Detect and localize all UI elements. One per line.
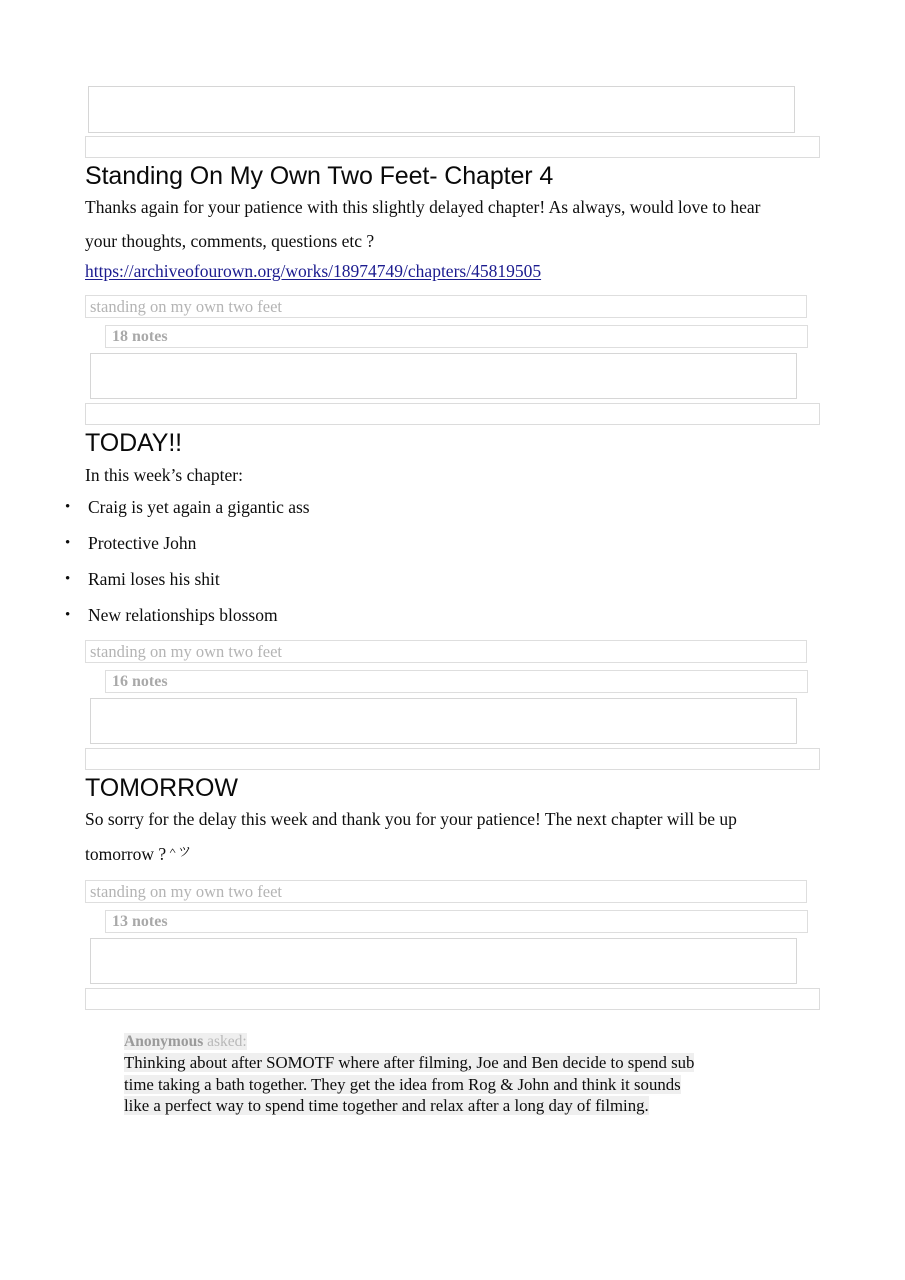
chapter-highlights-list	[53, 489, 793, 633]
post-tag-label: standing on my own two feet	[90, 881, 283, 901]
ask-asker-name[interactable]: Anonymous	[124, 1033, 204, 1050]
list-item	[53, 561, 793, 597]
list-item	[53, 597, 793, 633]
chapter-link[interactable]: https://archiveofourown.org/works/18974749/chapters/45819505	[85, 261, 542, 281]
post-meta-bar	[85, 988, 820, 1010]
post-notes-count: 13 notes	[112, 912, 168, 930]
bullet-icon: •	[65, 571, 71, 587]
post-meta-bar	[85, 136, 820, 158]
post-meta-bar	[85, 403, 820, 425]
post-body-paragraph	[85, 802, 785, 871]
bullet-icon: •	[65, 535, 71, 551]
post-body-paragraph: Thanks again for your patience with this slightly delayed chapter! As always, would love to hear your thoughts, comments, questions etc ?	[85, 197, 761, 251]
bullet-icon: •	[65, 607, 71, 623]
ask-header	[124, 1031, 704, 1052]
post-image-placeholder	[88, 86, 795, 133]
ask-asked-label: asked:	[203, 1033, 247, 1050]
ask-post	[124, 1031, 704, 1117]
post-notes-row[interactable]	[105, 325, 808, 348]
list-item-label: Protective John	[88, 533, 197, 553]
post-body-intro: In this week’s chapter:	[85, 465, 243, 485]
post-tag-label: standing on my own two feet	[90, 641, 283, 661]
post-notes-count: 16 notes	[112, 672, 168, 690]
post-title: TODAY!!	[85, 429, 183, 457]
post-tag-label: standing on my own two feet	[90, 296, 283, 316]
post-notes-count: 18 notes	[112, 327, 168, 345]
post-title: TOMORROW	[85, 774, 238, 802]
list-item	[53, 489, 793, 525]
bullet-icon: •	[65, 499, 71, 515]
post-notes-row[interactable]	[105, 910, 808, 933]
post-title: Standing On My Own Two Feet- Chapter 4	[85, 162, 554, 190]
list-item-label: Rami loses his shit	[88, 569, 220, 589]
list-item-label: New relationships blossom	[88, 605, 278, 625]
post-notes-row[interactable]	[105, 670, 808, 693]
ask-body-text: Thinking about after SOMOTF where after filming, Joe and Ben decide to spend sub time taking a bath together. They get the idea from Rog & John and think it sounds like a perfect way to spend time together and relax after a long day of filming.	[124, 1053, 695, 1116]
post-image-placeholder	[90, 698, 797, 744]
post-tag-row[interactable]	[85, 640, 807, 663]
post-tag-row[interactable]	[85, 880, 807, 903]
post-tag-row[interactable]	[85, 295, 807, 318]
post-body-text: So sorry for the delay this week and thank you for your patience! The next chapter will be up tomorrow ?	[85, 809, 737, 864]
list-item-label: Craig is yet again a gigantic ass	[88, 497, 310, 517]
post-image-placeholder	[90, 353, 797, 399]
post-meta-bar	[85, 748, 820, 770]
ask-body	[124, 1052, 704, 1117]
post-image-placeholder	[90, 938, 797, 984]
list-item	[53, 525, 793, 561]
kaomoji-glyph: ＾ツ	[166, 845, 191, 860]
